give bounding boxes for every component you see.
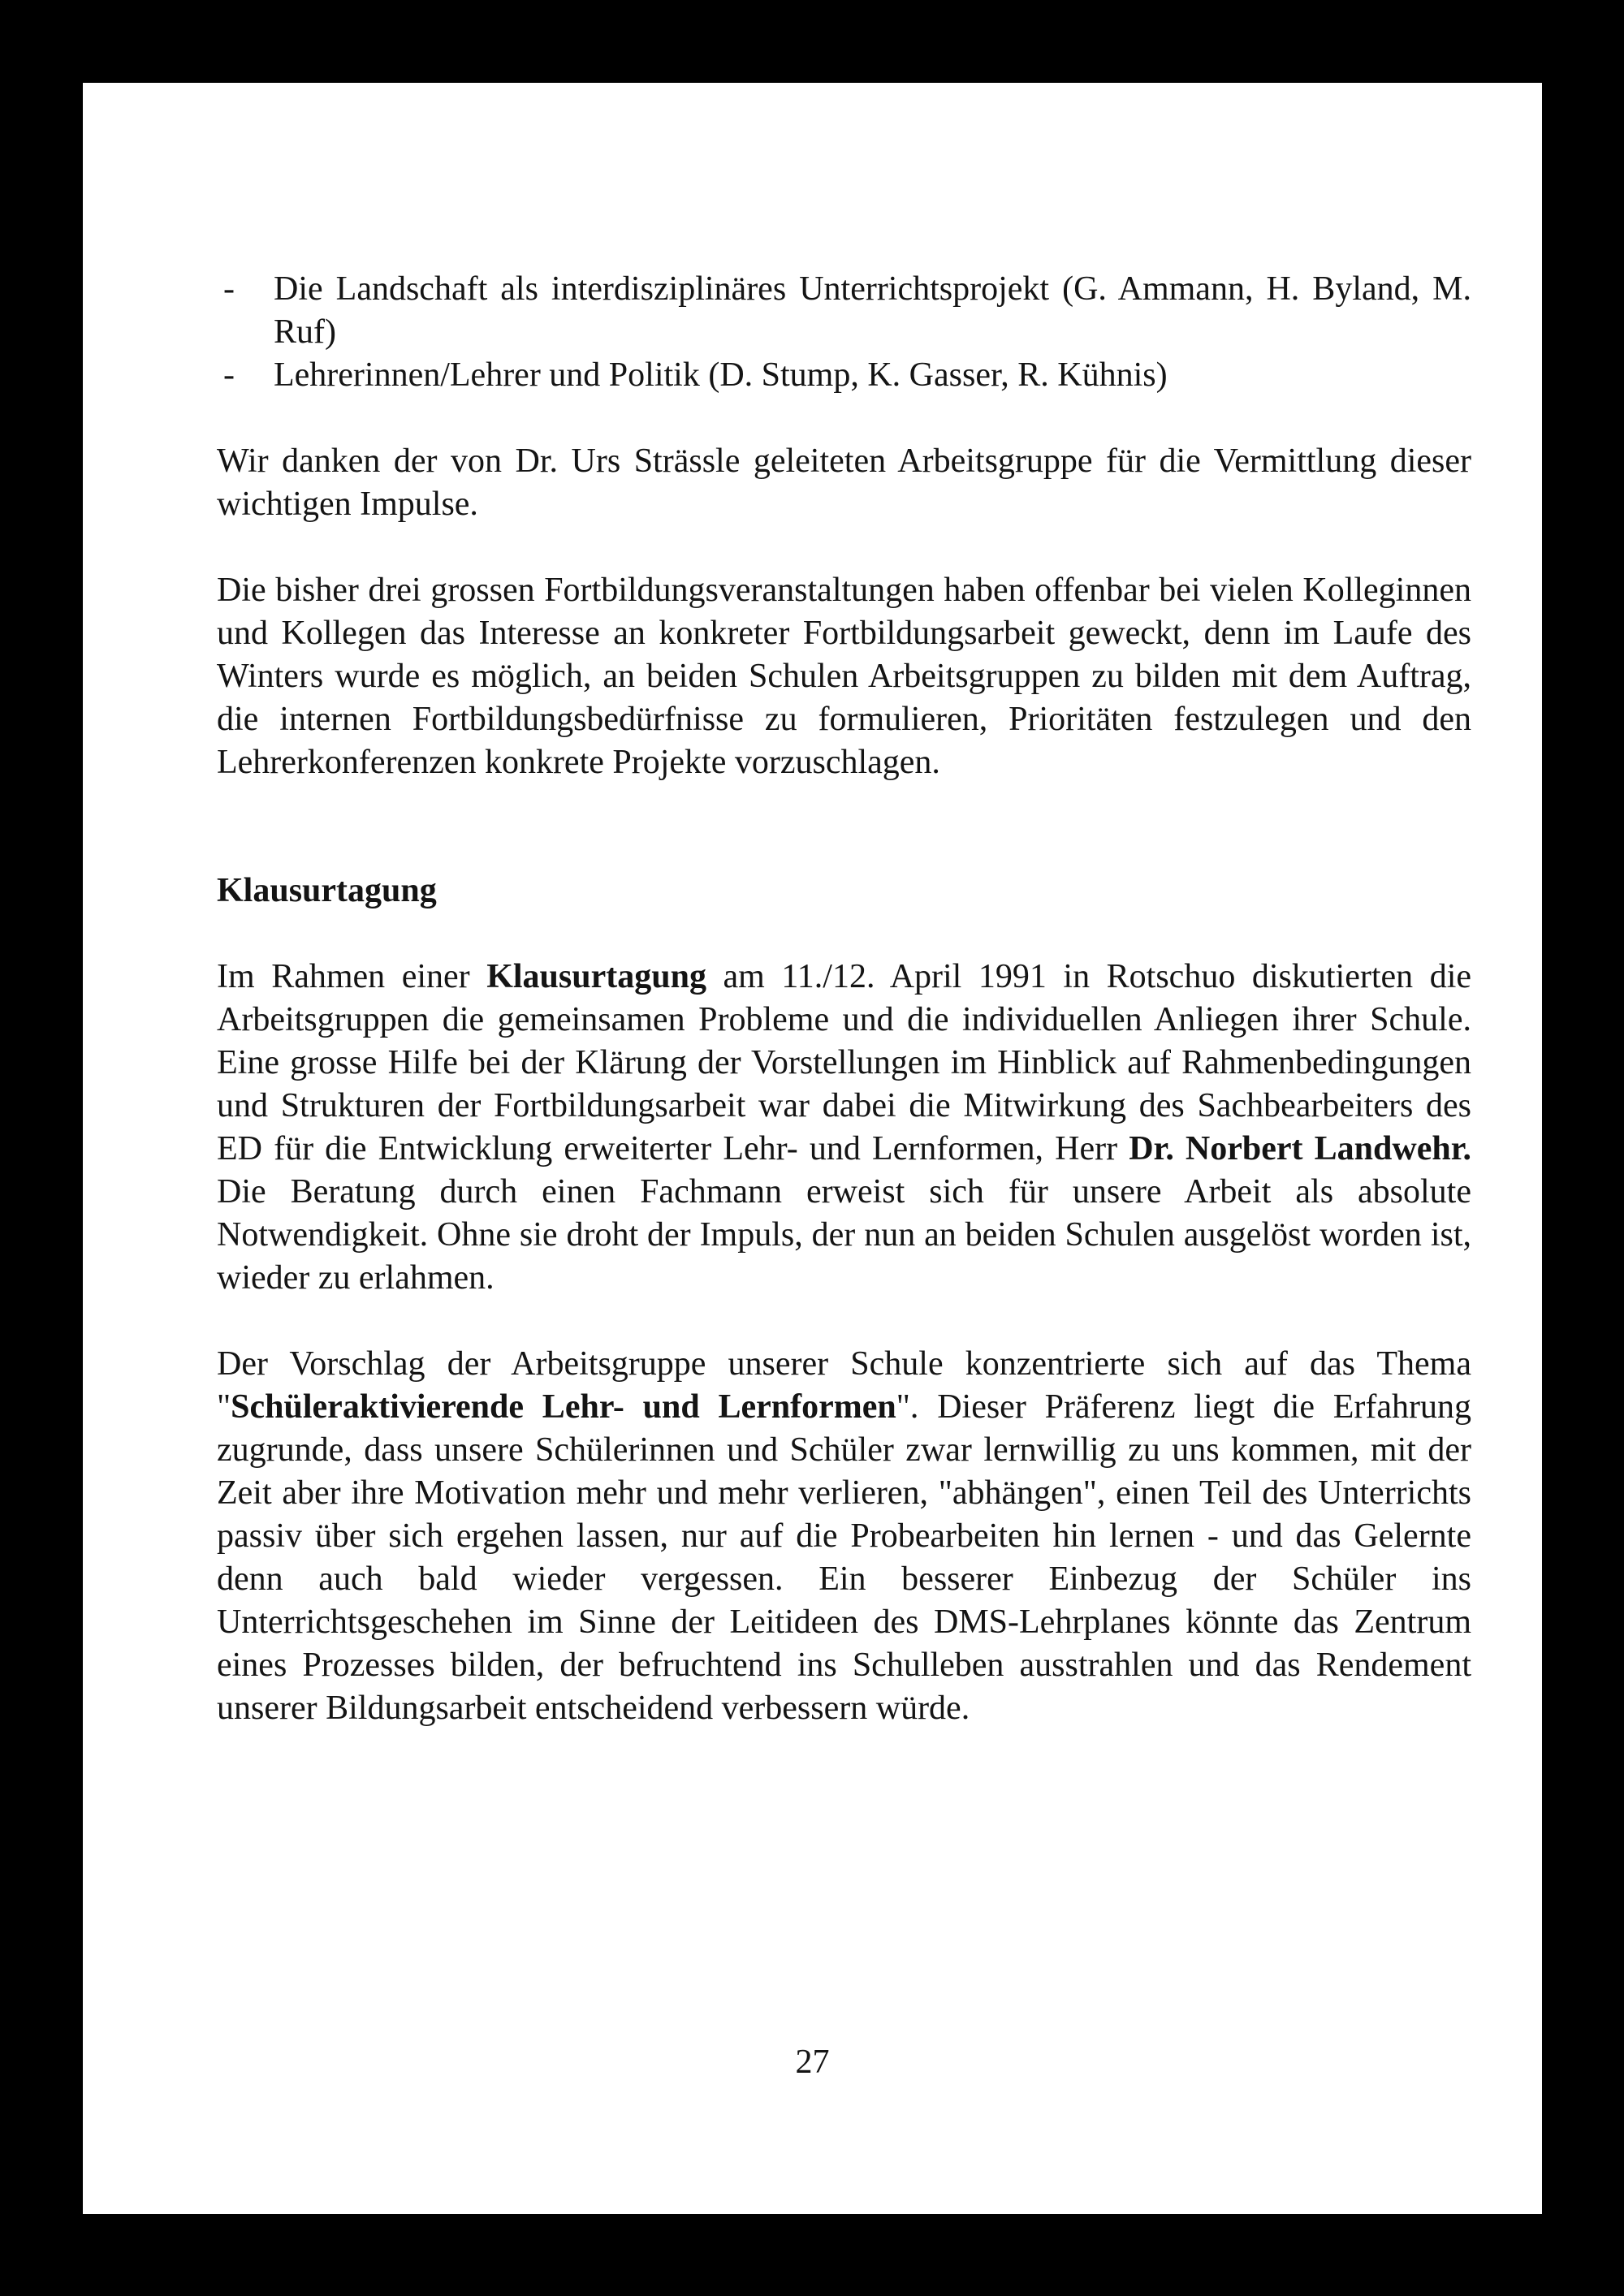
klausurtagung-paragraph (217, 956, 1471, 1300)
bullet-item (217, 268, 1471, 354)
section-heading: Klausurtagung (217, 872, 437, 909)
text-run: Im Rahmen einer (217, 958, 487, 995)
bold-name: Dr. Norbert Landwehr. (1129, 1130, 1471, 1167)
thanks-paragraph: Wir danken der von Dr. Urs Strässle geleiteten Arbeitsgruppe für die Vermittlung dieser wichtigen Impulse. (217, 442, 1471, 523)
page-number: 27 (795, 2044, 830, 2081)
bullet-dash: - (223, 356, 235, 394)
bullet-item (217, 354, 1471, 397)
bullet-dash: - (223, 270, 235, 308)
page-content (217, 268, 1471, 1730)
bullet-text: Lehrerinnen/Lehrer und Politik (D. Stump, K. Gasser, R. Kühnis) (274, 356, 1168, 394)
text-run: Der Vorschlag der Arbeitsgruppe unserer Schule konzentrierte sich auf das Thema " (217, 1345, 1471, 1426)
text-run: ". Dieser Präferenz liegt die Erfahrung zugrunde, dass unsere Schülerinnen und Schüler zwar lernwillig zu uns kommen, mit der Zeit aber ihre Motivation mehr und mehr verlieren, "abhängen", einen Teil des Unterrichts passiv über sich ergehen lassen, nur auf die Probearbeiten hin lernen - und das Gelernte denn auch bald wieder vergessen. Ein besserer Einbezug der Schüler ins Unterrichtsgeschehen im Sinne der Leitideen des DMS-Lehrplanes könnte das Zentrum eines Prozesses bilden, der befruchtend ins Schulleben ausstrahlen und das Rendement unserer Bildungsarbeit entscheidend verbessern würde. (217, 1388, 1471, 1727)
bold-theme: Schüleraktivierende Lehr- und Lernformen (231, 1388, 896, 1426)
text-run: am 11./12. April 1991 in Rotschuo diskutierten die Arbeitsgruppen die gemeinsamen Probleme und die individuellen Anliegen ihrer Schule. Eine grosse Hilfe bei der Klärung der Vorstellungen im Hinblick auf Rahmenbedingungen und Strukturen der Fortbildungsarbeit war dabei die Mitwirkung des Sachbearbeiters des ED für die Entwicklung erweiterter Lehr- und Lernformen, Herr (217, 958, 1472, 1167)
proposal-paragraph (217, 1343, 1471, 1730)
text-run: Die Beratung durch einen Fachmann erweist sich für unsere Arbeit als absolute Notwendigkeit. Ohne sie droht der Impuls, der nun an beiden Schulen ausgelöst worden ist, wieder zu erlahmen. (217, 1173, 1471, 1297)
bullet-text: Die Landschaft als interdisziplinäres Unterrichtsprojekt (G. Ammann, H. Byland, M. Ruf) (274, 270, 1471, 351)
bold-term: Klausurtagung (486, 958, 706, 995)
document-page (83, 83, 1542, 2214)
intro-paragraph: Die bisher drei grossen Fortbildungsveranstaltungen haben offenbar bei vielen Kolleginnen und Kollegen das Interesse an konkreter Fortbildungsarbeit geweckt, denn im Laufe des Winters wurde es möglich, an beiden Schulen Arbeitsgruppen zu bilden mit dem Auftrag, die internen Fortbildungsbedürfnisse zu formulieren, Prioritäten festzulegen und den Lehrerkonferenzen konkrete Projekte vorzuschlagen. (217, 572, 1471, 781)
